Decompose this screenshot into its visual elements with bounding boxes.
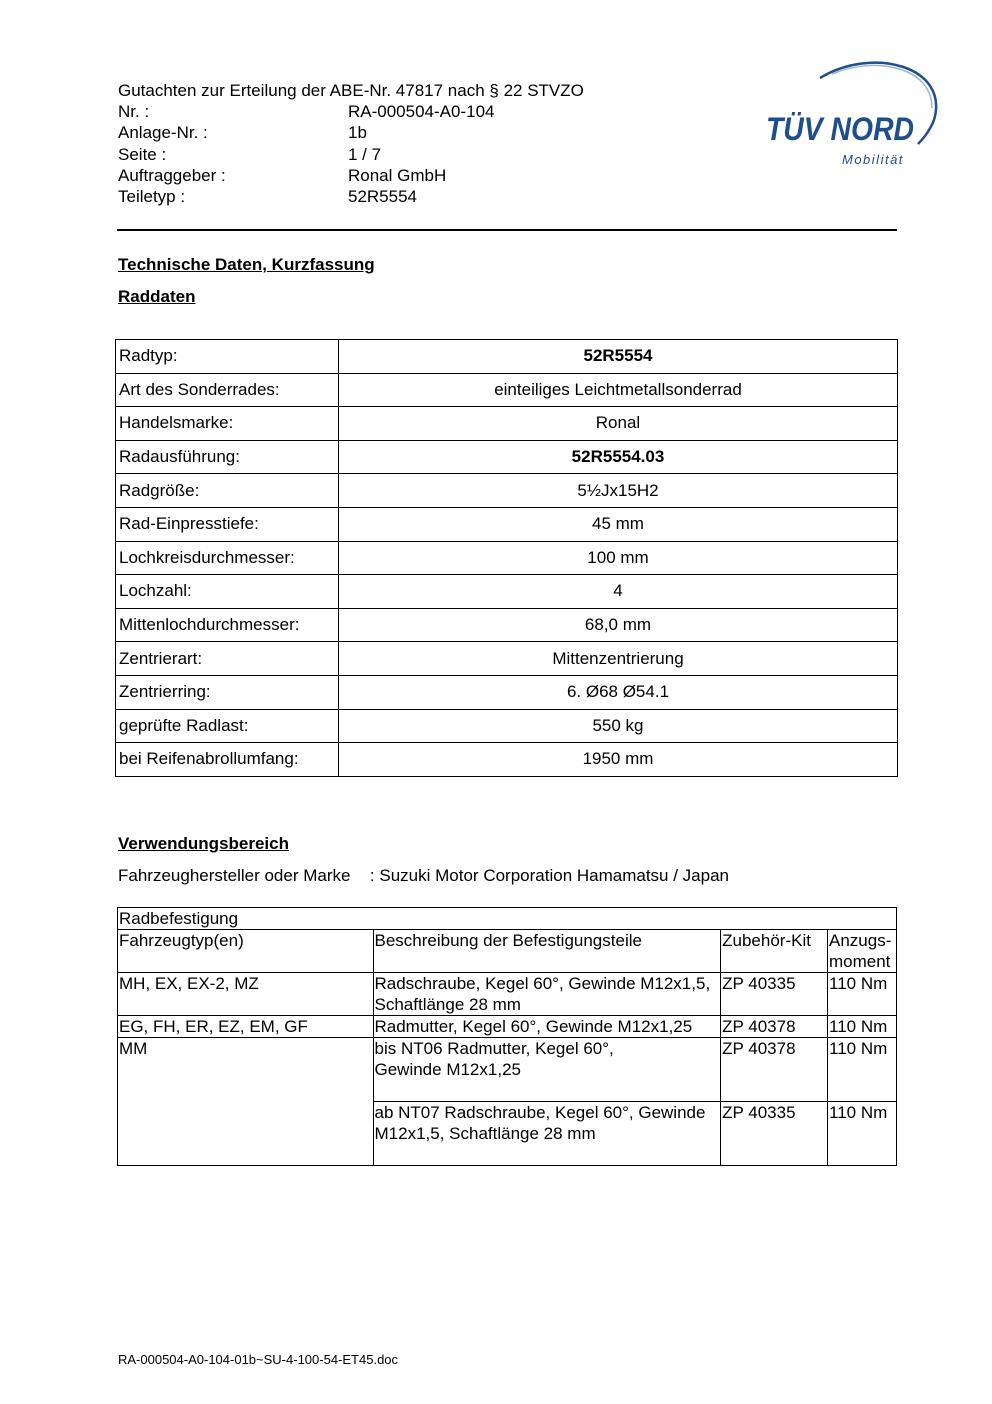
table-row: [116, 541, 898, 575]
vehicle-cell: MM: [118, 1038, 374, 1166]
table-row: [116, 608, 898, 642]
wheel-fixing-table: [117, 907, 897, 1166]
tuv-nord-logo: [762, 58, 942, 170]
wheel-value-cell: 5½Jx15H2: [339, 474, 898, 508]
table-row: [118, 1016, 897, 1038]
header-divider: [117, 229, 897, 231]
header-field-value: 1b: [348, 123, 367, 142]
wheel-value-cell: 68,0 mm: [339, 608, 898, 642]
description-cell: Radschraube, Kegel 60°, Gewinde M12x1,5, Schaftlänge 28 mm: [373, 973, 721, 1016]
wheel-label-cell: Zentrierring:: [116, 675, 339, 709]
table-row: [116, 407, 898, 441]
wheel-label-cell: geprüfte Radlast:: [116, 709, 339, 743]
wheel-label-cell: Radausführung:: [116, 440, 339, 474]
wheel-value-cell: Ronal: [339, 407, 898, 441]
document-title: Gutachten zur Erteilung der ABE-Nr. 47817 nach § 22 STVZO: [118, 81, 584, 100]
header-field-key: Auftraggeber :: [118, 166, 226, 185]
fixing-title-row: [118, 908, 897, 930]
kit-cell: ZP 40378: [721, 1038, 828, 1102]
description-cell: ab NT07 Radschraube, Kegel 60°, Gewinde M12x1,5, Schaftlänge 28 mm: [373, 1102, 721, 1166]
table-row: [116, 440, 898, 474]
wheel-label-cell: Lochzahl:: [116, 575, 339, 609]
table-row: [116, 340, 898, 374]
header-field-key: Nr. :: [118, 102, 150, 121]
wheel-label-cell: Radtyp:: [116, 340, 339, 374]
wheel-value-cell: 4: [339, 575, 898, 609]
torque-cell: 110 Nm: [828, 973, 897, 1016]
header-field-key: Anlage-Nr. :: [118, 123, 208, 142]
torque-cell: 110 Nm: [828, 1016, 897, 1038]
header-field-value: Ronal GmbH: [348, 166, 447, 185]
manufacturer-line: [118, 866, 729, 886]
wheel-label-cell: Lochkreisdurchmesser:: [116, 541, 339, 575]
vehicle-cell: MH, EX, EX-2, MZ: [118, 973, 374, 1016]
wheel-value-cell: 6. Ø68 Ø54.1: [339, 675, 898, 709]
table-row: [118, 973, 897, 1016]
header-kit: Zubehör-Kit: [721, 930, 828, 973]
table-row: [116, 642, 898, 676]
table-row: [116, 474, 898, 508]
header-vehicle: Fahrzeugtyp(en): [118, 930, 374, 973]
fixing-title: Radbefestigung: [118, 908, 897, 930]
header-description: Beschreibung der Befestigungsteile: [373, 930, 721, 973]
wheel-value-cell: Mittenzentrierung: [339, 642, 898, 676]
header-field-key: Seite :: [118, 145, 167, 164]
kit-cell: ZP 40335: [721, 1102, 828, 1166]
table-row: [116, 709, 898, 743]
wheel-value-cell: 1950 mm: [339, 743, 898, 777]
manufacturer-label: Fahrzeughersteller oder Marke: [118, 866, 351, 885]
logo-arc-icon: [762, 58, 942, 170]
section-technical: Technische Daten, Kurzfassung: [118, 255, 375, 274]
fixing-header-row: [118, 930, 897, 973]
section-wheel: Raddaten: [118, 287, 196, 306]
description-cell: bis NT06 Radmutter, Kegel 60°, Gewinde M12x1,25: [373, 1038, 721, 1102]
logo-sub: Mobilität: [842, 152, 904, 167]
description-cell: Radmutter, Kegel 60°, Gewinde M12x1,25: [373, 1016, 721, 1038]
kit-cell: ZP 40378: [721, 1016, 828, 1038]
table-row: [116, 575, 898, 609]
torque-cell: 110 Nm: [828, 1102, 897, 1166]
section-usage: Verwendungsbereich: [118, 834, 289, 853]
torque-cell: 110 Nm: [828, 1038, 897, 1102]
wheel-value-cell: 550 kg: [339, 709, 898, 743]
wheel-label-cell: bei Reifenabrollumfang:: [116, 743, 339, 777]
wheel-label-cell: Handelsmarke:: [116, 407, 339, 441]
table-row: [116, 373, 898, 407]
header-torque-text: Anzugs-moment: [829, 931, 892, 971]
wheel-label-cell: Art des Sonderrades:: [116, 373, 339, 407]
manufacturer-sep: :: [369, 866, 375, 885]
header-field-value: RA-000504-A0-104: [348, 102, 495, 121]
table-row: [116, 743, 898, 777]
header-field-value: 52R5554: [348, 187, 418, 206]
vehicle-cell: EG, FH, ER, EZ, EM, GF: [118, 1016, 374, 1038]
table-row: [116, 507, 898, 541]
wheel-label-cell: Rad-Einpresstiefe:: [116, 507, 339, 541]
wheel-value-cell: 100 mm: [339, 541, 898, 575]
header-field-key: Teiletyp :: [118, 187, 186, 206]
wheel-value-cell: 52R5554.03: [339, 440, 898, 474]
kit-cell: ZP 40335: [721, 973, 828, 1016]
manufacturer-value: Suzuki Motor Corporation Hamamatsu / Japan: [379, 866, 729, 885]
header-field-value: 1 / 7: [348, 145, 382, 164]
header-torque: [828, 930, 897, 973]
wheel-value-cell: 52R5554: [339, 340, 898, 374]
wheel-data-table: [115, 339, 898, 777]
wheel-label-cell: Zentrierart:: [116, 642, 339, 676]
wheel-value-cell: einteiliges Leichtmetallsonderrad: [339, 373, 898, 407]
wheel-label-cell: Mittenlochdurchmesser:: [116, 608, 339, 642]
wheel-label-cell: Radgröße:: [116, 474, 339, 508]
table-row: [118, 1038, 897, 1102]
footer-filename: RA-000504-A0-104-01b~SU-4-100-54-ET45.doc: [118, 1352, 399, 1367]
table-row: [116, 675, 898, 709]
wheel-value-cell: 45 mm: [339, 507, 898, 541]
logo-brand: TÜV NORD: [766, 111, 914, 147]
